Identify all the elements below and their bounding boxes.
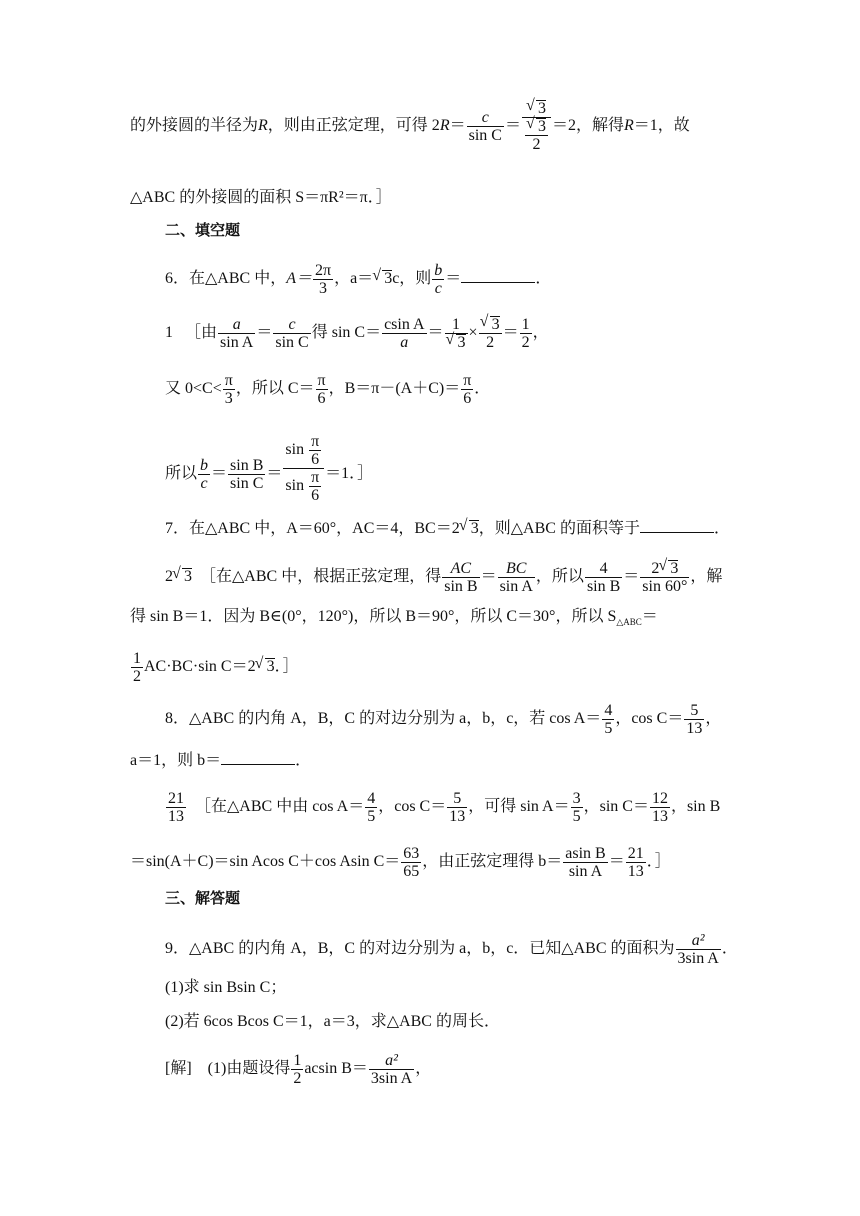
p5-line2: △ABC 的外接圆的面积 S＝πR²＝π．］ <box>130 189 392 206</box>
solution-9: [解] (1)由题设得 $\frac{1}{2}$ acsin B＝ $\frac{\text{a²}}{\text{3sin A}}$ ， <box>165 1052 432 1087</box>
question-8-line2: a＝1，则 b＝ ． <box>130 752 312 769</box>
answer-blank <box>640 518 714 533</box>
answer-6-line2: 又 0<C< $\frac{\pi}{3}$ ，所以 C＝ $\frac{\pi}{6}$ ，B＝π－(A＋C)＝ $\frac{\pi}{6}$ ． <box>165 372 491 407</box>
p5-line1: 的外接圆的半径为R，则由正弦定理，可得 2R＝ $\frac{c}{\text{sin C}}$ ＝ √ 3 √ $\frac{3}{2}$ ＝2，解得R＝1，故 <box>130 100 690 153</box>
answer-7-line1: 2√ 3 ［在△ABC 中，根据正弦定理，得 $\frac{AC}{\text{sin B}}$ ＝ $\frac{BC}{\text{sin A}}$ ，所以 $\frac{4}{\text{sin B}}$ ＝ $\frac{2√ 3}{\sin 60^\circ}$ ，解 <box>165 560 722 595</box>
answer-blank <box>461 268 535 283</box>
answer-6-line3: 所以 $\frac{b}{c}$ ＝ $\frac{\text{sin B}}{\text{sin C}}$ ＝ sin $\frac{\pi}{6}$ sin $\frac{\pi}{6}$ ＝1．］ <box>165 433 374 504</box>
section-fill-blank: 二、填空题 <box>165 221 241 239</box>
answer-blank <box>221 750 295 765</box>
answer-7-line3: $\frac{1}{2}$ AC·BC·sin C＝2√ 3．］ <box>130 650 299 685</box>
question-9: 9．△ABC 的内角 A，B，C 的对边分别为 a，b，c．已知△ABC 的面积为 $\frac{\text{a²}}{\text{3sin A}}$ ． <box>165 932 738 967</box>
question-7: 7．在△ABC 中，A＝60°，AC＝4，BC＝2√ 3，则△ABC 的面积等于 ． <box>165 518 730 539</box>
question-6: 6．在△ABC 中，A＝ $\frac{2\pi}{3}$ ，a＝√ 3c，则 $\frac{b}{c}$ ＝ ． <box>165 262 551 297</box>
answer-8-line2: ＝sin(A＋C)＝sin Acos C＋cos Asin C＝ $\frac{63}{65}$ ，由正弦定理得 b＝ $\frac{\text{asin B}}{\text{sin A}}$ ＝ $\frac{21}{13}$ ．］ <box>130 845 671 880</box>
question-9-part2: (2)若 6cos Bcos C＝1，a＝3，求△ABC 的周长． <box>165 1013 500 1030</box>
answer-8-line1: $\frac{21}{13}$ ［在△ABC 中由 cos A＝ $\frac{4}{5}$ ，cos C＝ $\frac{5}{13}$ ，可得 sin A＝ $\frac{3}{5}$ ，sin C＝ $\frac{12}{13}$ ，sin B <box>168 790 721 825</box>
fraction: $\frac{c}{\text{sin C}}$ <box>468 109 502 144</box>
question-8-line1: 8．△ABC 的内角 A，B，C 的对边分别为 a，b，c，若 cos A＝ $\frac{4}{5}$ ，cos C＝ $\frac{5}{13}$ ， <box>165 702 722 737</box>
answer-7-line2: 得 sin B＝1．因为 B∈(0°，120°)，所以 B＝90°，所以 C＝30°，所以 $S_{\triangle ABC}=$ <box>130 608 658 628</box>
section-answer: 三、解答题 <box>165 889 241 907</box>
answer-6-line1: 1 ［由 $\frac{a}{\text{sin A}}$ ＝ $\frac{c}{\text{sin C}}$ 得 sin C＝ $\frac{\text{csin A}}{a}$ ＝ 1 √ 3 × √ $\frac{3}{2}$ ＝ $\frac{1}{2}$ ， <box>165 316 549 351</box>
fraction-nested: √ 3 √ $\frac{3}{2}$ <box>522 100 551 153</box>
question-9-part1: (1)求 sin Bsin C； <box>165 979 287 996</box>
